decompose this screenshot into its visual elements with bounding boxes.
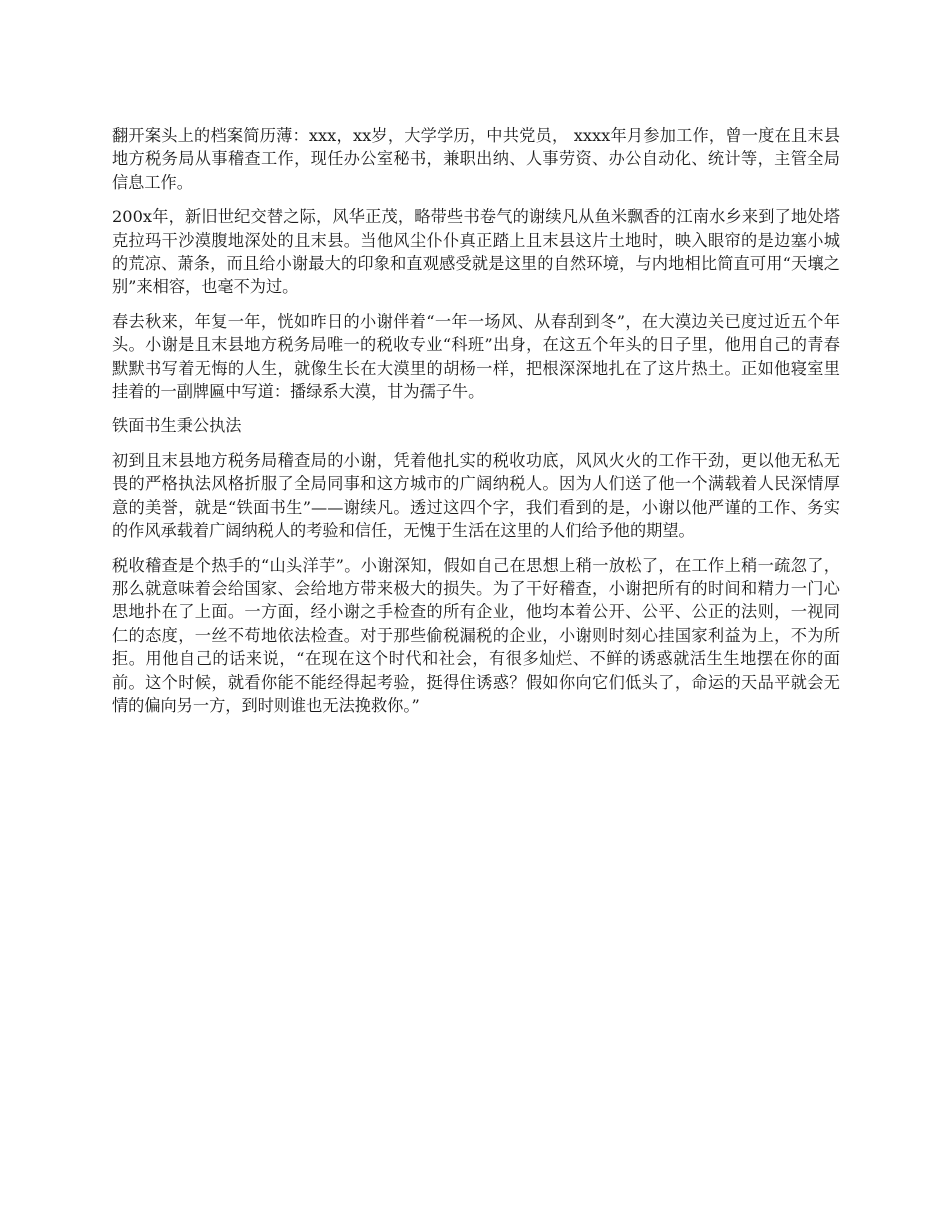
- paragraph-tax-inspection: 税收稽查是个热手的“山头洋芋”。小谢深知，假如自己在思想上稍一放松了，在工作上稍一疏忽了，那么就意味着会给国家、会给地方带来极大的损失。为了干好稽查，小谢把所有的时间和精力一门心思地扑在了上面。一方面，经小谢之手检查的所有企业，他均本着公开、公平、公正的法则，一视同仁的态度，一丝不苟地依法检查。对于那些偷税漏税的企业，小谢则时刻心挂国家利益为上，不为所拒。用他自己的话来说，“在现在这个时代和社会，有很多灿烂、不鲜的诱惑就活生生地摆在你的面前。这个时候，就看你能不能经得起考验，挺得住诱惑？假如你向它们低头了，命运的天品平就会无情的偏向另一方，到时则谁也无法挽救你。”: [112, 555, 840, 715]
- paragraph-arrival: 200x年，新旧世纪交替之际，风华正茂，略带些书卷气的谢续凡从鱼米飘香的江南水乡来到了地处塔克拉玛干沙漠腹地深处的且末县。当他风尘仆仆真正踏上且末县这片土地时，映入眼帘的是边塞小城的荒凉、萧条，而且给小谢最大的印象和直观感受就是这里的自然环境，与内地相比简直可用“天壤之别”来相容，也毫不为过。: [112, 207, 840, 297]
- paragraph-five-years: 春去秋来，年复一年，恍如昨日的小谢伴着“一年一场风、从春刮到冬”，在大漠边关已度过近五个年头。小谢是且末县地方税务局唯一的税收专业“科班”出身，在这五个年头的日子里，他用自己的青春默默书写着无悔的人生，就像生长在大漠里的胡杨一样，把根深深地扎在了这片热土。正如他寝室里挂着的一副牌匾中写道：播绿系大漠，甘为孺子牛。: [112, 311, 840, 402]
- section-heading: 铁面书生秉公执法: [112, 416, 242, 436]
- paragraph-iron-scholar: 初到且末县地方税务局稽查局的小谢，凭着他扎实的税收功底，风风火火的工作干劲，更以他无私无畏的严格执法风格折服了全局同事和这方城市的广阔纳税人。因为人们送了他一个满载着人民深情厚意的美誉，就是“铁面书生”——谢续凡。透过这四个字，我们看到的是，小谢以他严谨的工作、务实的作风承载着广阔纳税人的考验和信任，无愧于生活在这里的人们给予他的期望。: [112, 450, 840, 541]
- paragraph-profile: 翻开案头上的档案简历薄：xxx，xx岁，大学学历，中共党员， xxxx年月参加工作，曾一度在且末县地方税务局从事稽查工作，现任办公室秘书，兼职出纳、人事劳资、办公自动化、统计等，主管全局信息工作。: [112, 126, 840, 192]
- document-body: [112, 124, 840, 728]
